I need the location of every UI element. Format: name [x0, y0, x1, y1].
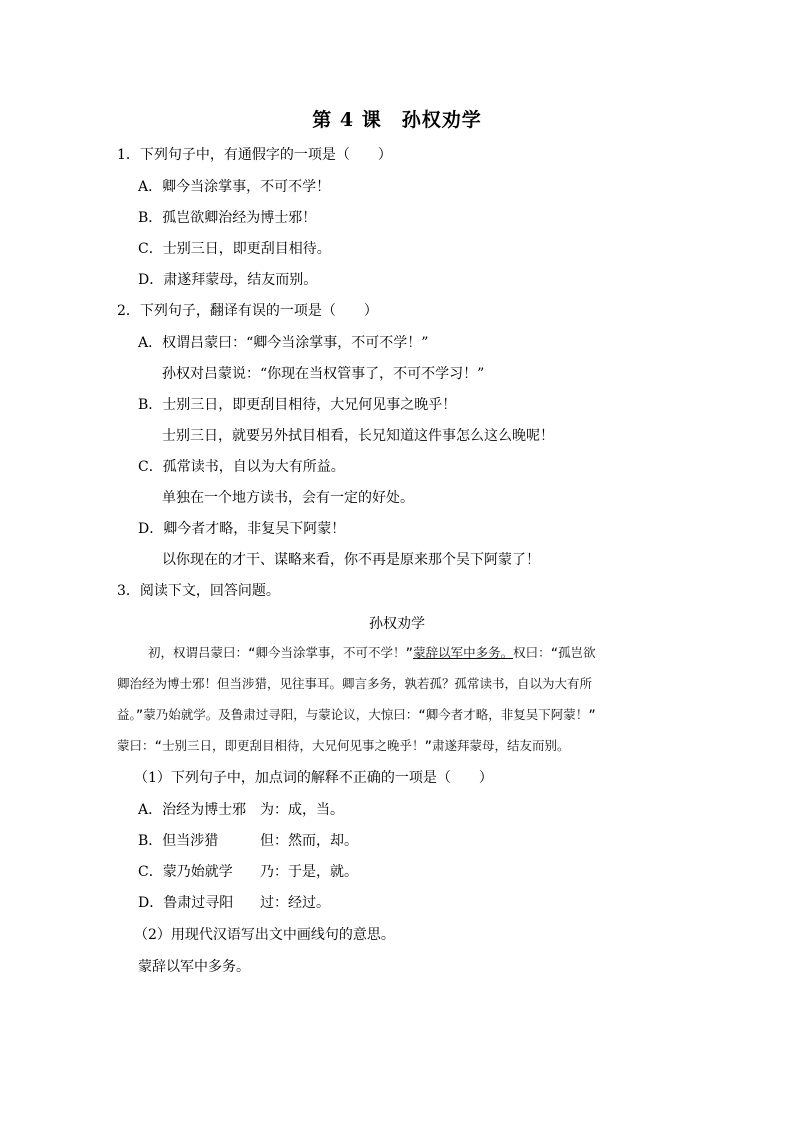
option-gloss: 过：经过。 — [260, 895, 330, 911]
q2-option-b: B．士别三日，即更刮目相待，大兄何见事之晚乎！ — [138, 397, 457, 413]
option-sentence: C．蒙乃始就学 — [138, 864, 233, 880]
q3-sub1-stem: （1）下列句子中，加点词的解释不正确的一项是（ ） — [134, 770, 493, 786]
q1-option-a: A．卿今当涂掌事，不可不学！ — [138, 179, 331, 195]
passage-line-4: 蒙曰：“士别三日，即更刮目相待，大兄何见事之晚乎！”肃遂拜蒙母，结友而别。 — [117, 738, 570, 753]
q2-stem: 2．下列句子，翻译有误的一项是（ ） — [117, 303, 378, 319]
option-gloss: 但：然而，却。 — [260, 833, 358, 849]
option-gloss: 乃：于是，就。 — [260, 864, 358, 880]
passage-line-2: 卿治经为博士邪！但当涉猎，见往事耳。卿言多务，孰若孤？孤常读书，自以为大有所 — [117, 676, 593, 691]
q3-sub1-option-d — [138, 893, 330, 913]
q1-option-c: C．士别三日，即更刮目相待。 — [138, 241, 331, 257]
lesson-title: 第 4 课 孙权劝学 — [312, 109, 482, 131]
q1-option-d: D．肃遂拜蒙母，结友而别。 — [138, 272, 318, 288]
q2-option-c: C．孤常读书，自以为大有所益。 — [138, 459, 345, 475]
option-sentence: A．治经为博士邪 — [138, 802, 247, 818]
q1-option-b: B．孤岂欲卿治经为博士邪！ — [138, 210, 317, 226]
q3-sub2-stem: （2）用现代汉语写出文中画线句的意思。 — [134, 927, 395, 943]
passage-text: 初，权谓吕蒙曰：“卿今当涂掌事，不可不学！” — [148, 645, 414, 660]
option-sentence: D．鲁肃过寻阳 — [138, 895, 234, 911]
q3-sub2-line: 蒙辞以军中多务。 — [138, 959, 250, 975]
q2-translation-c: 单独在一个地方读书，会有一定的好处。 — [162, 490, 414, 506]
q2-translation-d: 以你现在的才干、谋略来看，你不再是原来那个吴下阿蒙了！ — [162, 552, 540, 568]
q3-sub1-option-b — [138, 831, 358, 851]
passage-line-3: 益。”蒙乃始就学。及鲁肃过寻阳，与蒙论议，大惊曰：“卿今者才略，非复吴下阿蒙！” — [117, 707, 596, 722]
q2-option-d: D．卿今者才略，非复吴下阿蒙！ — [138, 521, 346, 537]
q3-stem: 3．阅读下文，回答问题。 — [117, 583, 280, 599]
q1-stem: 1．下列句子中，有通假字的一项是（ ） — [117, 147, 392, 163]
q2-option-a: A．权谓吕蒙曰：“卿今当涂掌事，不可不学！” — [138, 335, 429, 351]
passage-line-1 — [148, 643, 708, 663]
q3-sub1-option-a — [138, 800, 344, 820]
option-sentence: B．但当涉猎 — [138, 833, 219, 849]
q2-translation-a: 孙权对吕蒙说：“你现在当权管事了，不可不学习！” — [162, 366, 485, 382]
q3-sub1-option-c — [138, 862, 358, 882]
passage-text: 权曰：“孤岂欲 — [513, 645, 596, 660]
option-gloss: 为：成，当。 — [260, 802, 344, 818]
underlined-sentence: 蒙辞以军中多务。 — [413, 645, 514, 660]
q2-translation-b: 士别三日，就要另外拭目相看，长兄知道这件事怎么这么晚呢！ — [162, 428, 554, 444]
passage-title: 孙权劝学 — [369, 616, 425, 632]
